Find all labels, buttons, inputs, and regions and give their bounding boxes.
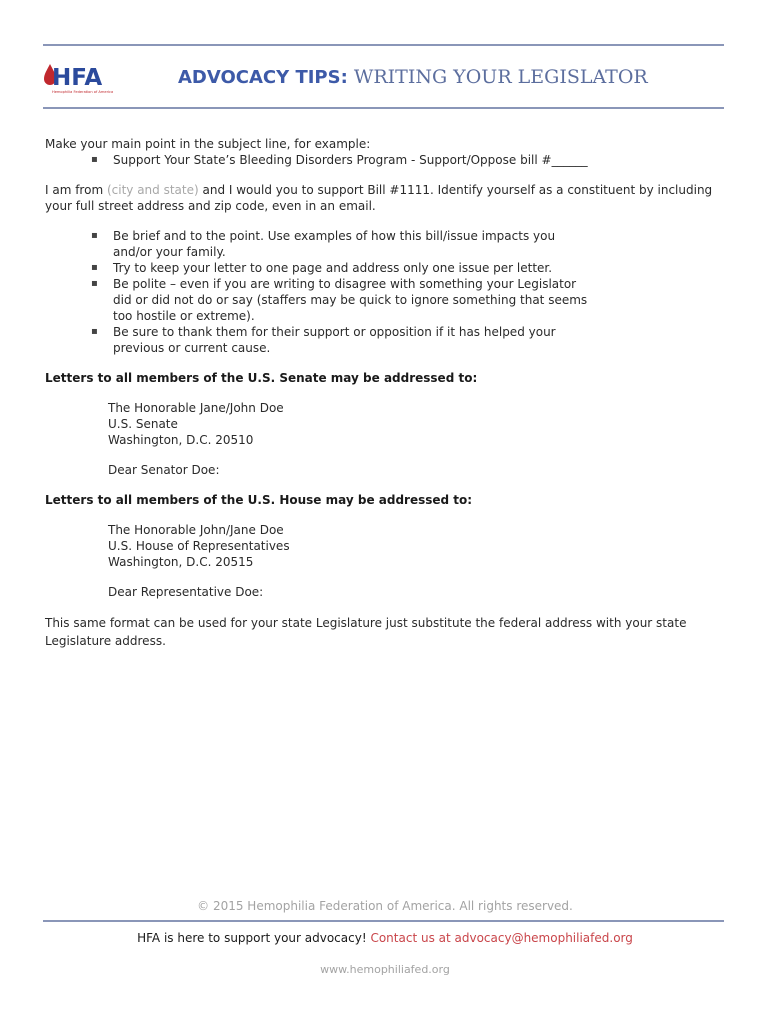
house-address: [45, 522, 725, 600]
support-text: HFA is here to support your advocacy!: [137, 931, 367, 945]
contact-link[interactable]: Contact us at advocacy@hemophiliafed.org: [366, 931, 633, 945]
address-line: U.S. House of Representatives: [108, 539, 290, 553]
tip-item: ▪ Try to keep your letter to one page and address only one issue per letter.: [113, 260, 595, 276]
address-line: The Honorable Jane/John Doe: [108, 401, 284, 415]
address-line: The Honorable John/Jane Doe: [108, 523, 284, 537]
hfa-logo: [43, 60, 115, 96]
logo-text: HFA: [52, 65, 103, 91]
address-line: Washington, D.C. 20515: [108, 555, 254, 569]
house-heading: Letters to all members of the U.S. House may be addressed to:: [45, 493, 473, 507]
city-state-placeholder: (city and state): [106, 183, 199, 197]
senate-address: [45, 400, 725, 478]
address-line: Washington, D.C. 20510: [108, 433, 254, 447]
house-salutation: Dear Representative Doe:: [108, 585, 264, 599]
header-top-rule: [43, 44, 724, 46]
senate-salutation: Dear Senator Doe:: [108, 463, 220, 477]
title-strong: ADVOCACY TIPS:: [178, 67, 348, 88]
footer-rule: [43, 920, 724, 922]
senate-heading: Letters to all members of the U.S. Senate may be addressed to:: [45, 371, 478, 385]
document-body: [45, 136, 725, 650]
subject-example-list: [45, 152, 725, 168]
copyright-notice: © 2015 Hemophilia Federation of America. All rights reserved.: [197, 899, 573, 913]
tips-list: [45, 228, 725, 356]
title-rest: WRITING YOUR LEGISLATOR: [347, 66, 648, 88]
subject-line-instruction: Make your main point in the subject line, for example:: [45, 137, 371, 151]
tip-item: ▪ Be polite – even if you are writing to disagree with something your Legislator did or did not do or say (staffers may be quick to ignore something that seems too hostile or extreme).: [113, 276, 595, 324]
address-line: U.S. Senate: [108, 417, 178, 431]
logo-tagline: Hemophilia Federation of America: [52, 90, 114, 94]
identify-suffix: and I would you to support Bill #1111. Identify yourself as a constituent by including your full street address and zip code, even in an email.: [45, 183, 713, 213]
subject-example-item: ▪ Support Your State’s Bleeding Disorders Program - Support/Oppose bill #______: [113, 152, 725, 168]
page-title: [178, 66, 648, 88]
header-bottom-rule: [43, 107, 724, 109]
identify-prefix: I am from: [45, 183, 107, 197]
tip-item: ▪ Be sure to thank them for their support or opposition if it has helped your previous or current cause.: [113, 324, 595, 356]
closing-paragraph: This same format can be used for your state Legislature just substitute the federal address with your state Legislature address.: [45, 616, 687, 648]
identify-paragraph: [45, 182, 725, 214]
website-link[interactable]: www.hemophiliafed.org: [320, 963, 450, 976]
footer-support-line: [0, 931, 770, 945]
tip-item: ▪ Be brief and to the point. Use examples of how this bill/issue impacts you and/or your family.: [113, 228, 595, 260]
